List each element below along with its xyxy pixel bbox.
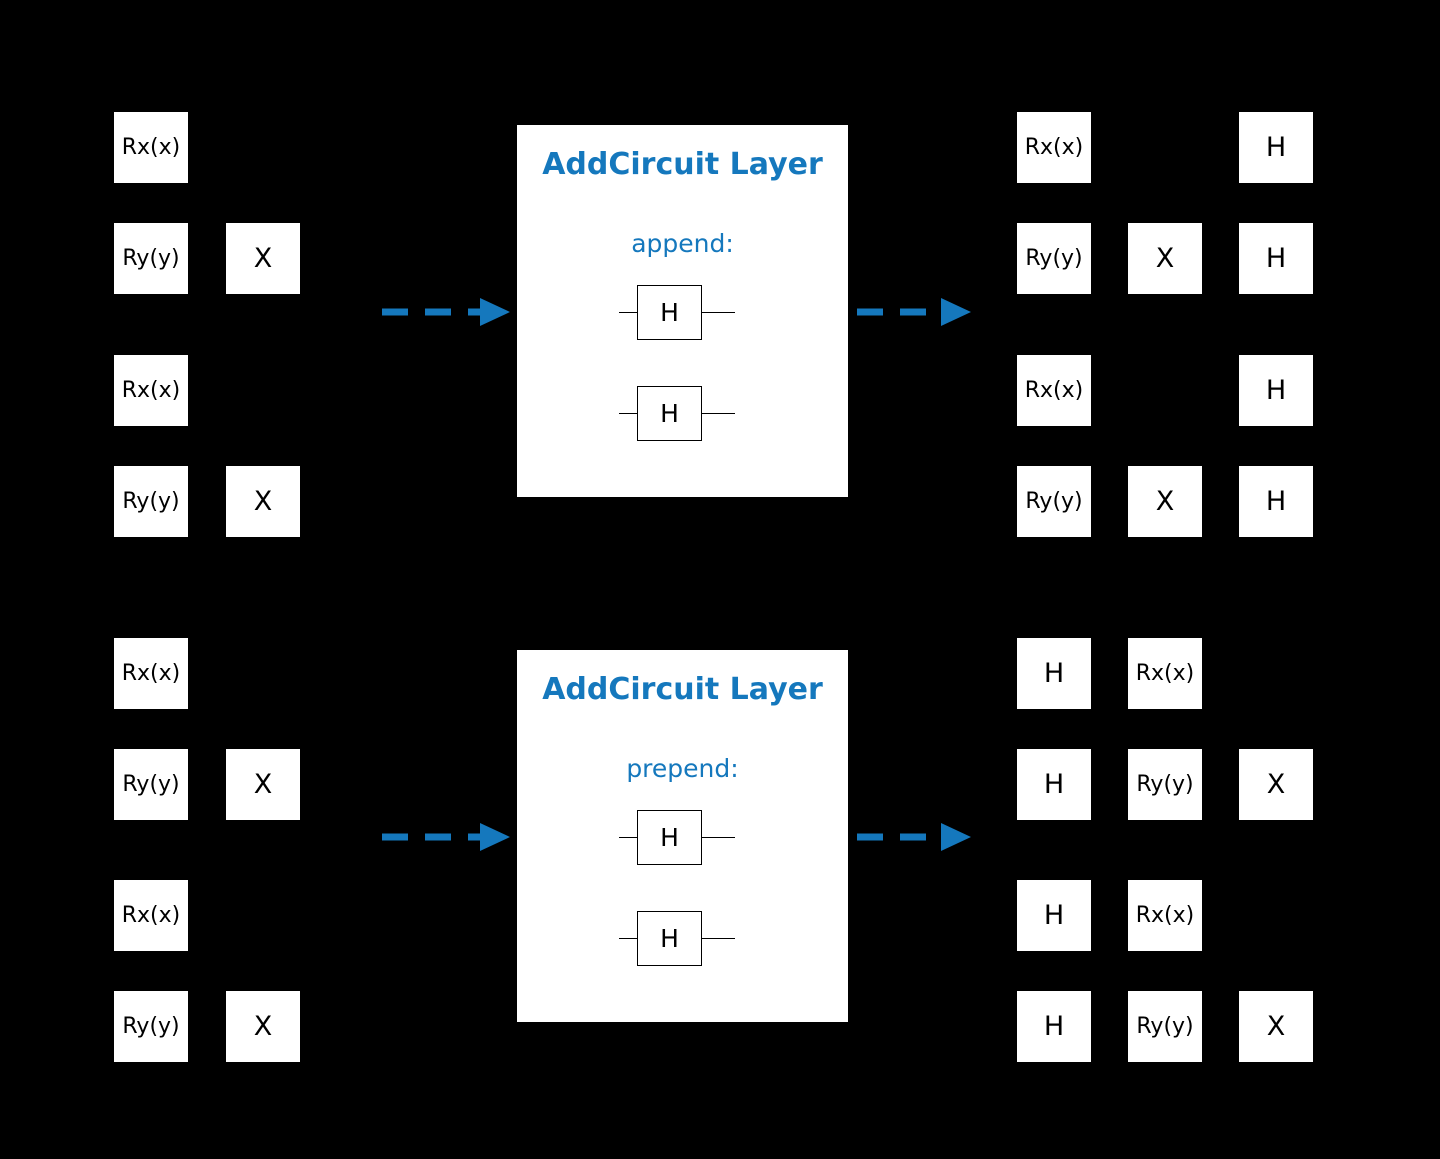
panel-mode-label: prepend:: [626, 754, 739, 783]
gate-x: X: [225, 222, 301, 295]
gate-h: H: [1238, 354, 1314, 427]
arrow-into-top-layer: [380, 295, 515, 335]
gate-x: X: [1238, 990, 1314, 1063]
panel-gate-h: H: [637, 285, 702, 340]
gate-rx: Rx(x): [113, 354, 189, 427]
gate-h: H: [1016, 879, 1092, 952]
addcircuit-layer-panel-prepend: [516, 649, 849, 1023]
gate-h: H: [1238, 222, 1314, 295]
gate-ry: Ry(y): [1016, 465, 1092, 538]
gate-x: X: [1127, 465, 1203, 538]
gate-h: H: [1016, 748, 1092, 821]
gate-ry: Ry(y): [1016, 222, 1092, 295]
gate-x: X: [225, 990, 301, 1063]
wire-segment: [701, 312, 735, 313]
gate-rx: Rx(x): [113, 637, 189, 710]
gate-rx: Rx(x): [113, 879, 189, 952]
panel-mode-label: append:: [631, 229, 734, 258]
panel-gate-h: H: [637, 911, 702, 966]
gate-rx: Rx(x): [1016, 111, 1092, 184]
wire-segment: [701, 938, 735, 939]
gate-ry: Ry(y): [113, 748, 189, 821]
gate-ry: Ry(y): [113, 222, 189, 295]
gate-ry: Ry(y): [1127, 990, 1203, 1063]
panel-gate-h: H: [637, 386, 702, 441]
gate-ry: Ry(y): [113, 990, 189, 1063]
gate-ry: Ry(y): [1127, 748, 1203, 821]
panel-gate-h: H: [637, 810, 702, 865]
panel-title: AddCircuit Layer: [542, 672, 823, 707]
wire-segment: [701, 413, 735, 414]
gate-rx: Rx(x): [1127, 637, 1203, 710]
gate-x: X: [225, 748, 301, 821]
gate-rx: Rx(x): [1016, 354, 1092, 427]
gate-ry: Ry(y): [113, 465, 189, 538]
gate-rx: Rx(x): [1127, 879, 1203, 952]
gate-x: X: [1238, 748, 1314, 821]
arrow-into-bottom-layer: [380, 820, 515, 860]
gate-x: X: [225, 465, 301, 538]
gate-x: X: [1127, 222, 1203, 295]
panel-title: AddCircuit Layer: [542, 147, 823, 182]
addcircuit-layer-panel-append: [516, 124, 849, 498]
gate-rx: Rx(x): [113, 111, 189, 184]
arrow-out-of-top-layer: [855, 295, 975, 335]
wire-segment: [701, 837, 735, 838]
gate-h: H: [1016, 990, 1092, 1063]
gate-h: H: [1238, 111, 1314, 184]
gate-h: H: [1016, 637, 1092, 710]
arrow-out-of-bottom-layer: [855, 820, 975, 860]
gate-h: H: [1238, 465, 1314, 538]
